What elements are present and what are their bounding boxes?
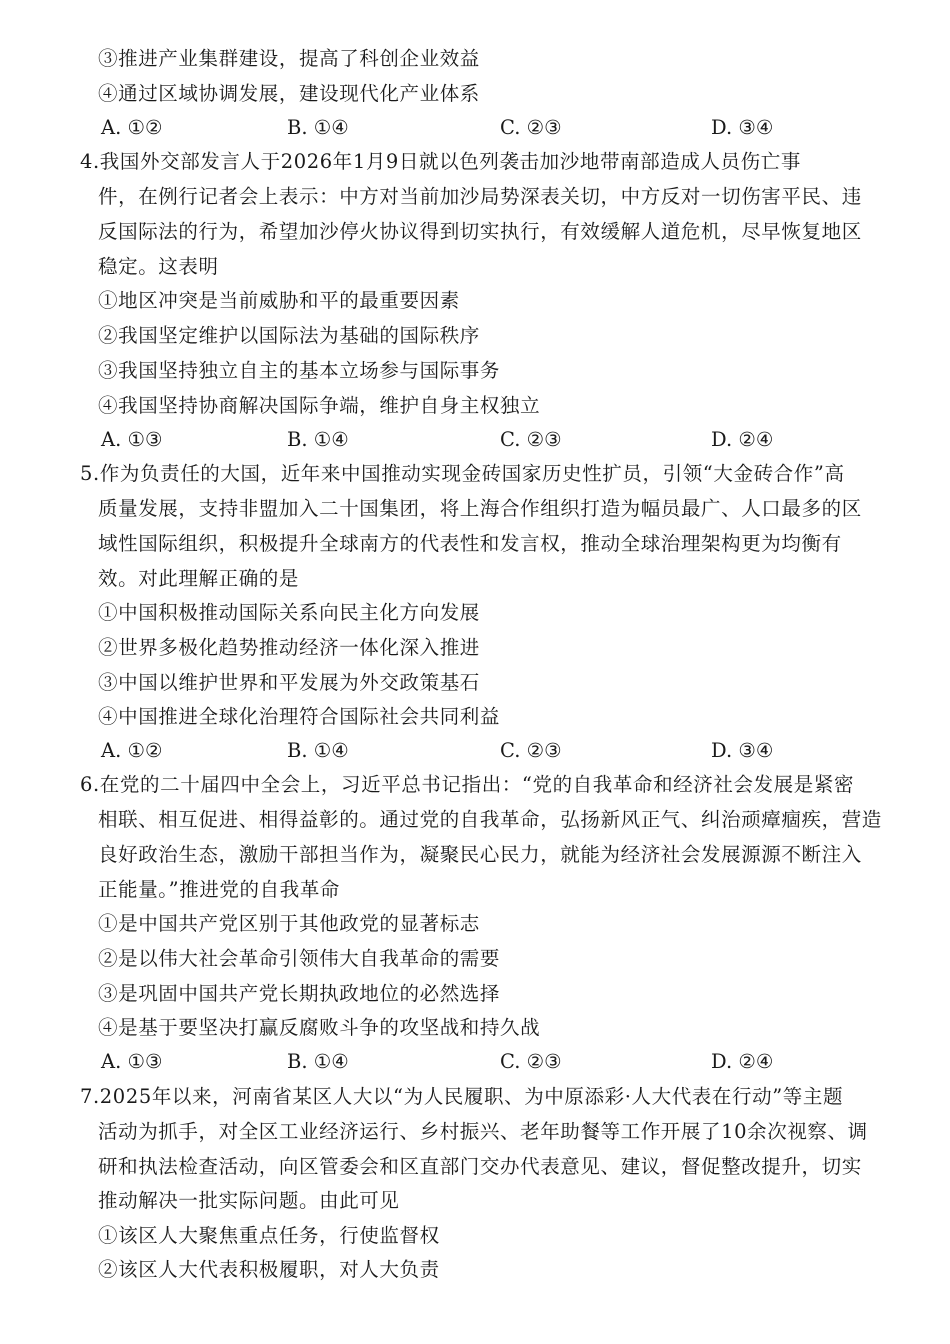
- q7-stem-line-1: 7.2025年以来，河南省某区人大以“为人民履职、为中原添彩·人大代表在行动”等主题: [80, 1085, 844, 1108]
- q7-stem-line-2: 活动为抓手，对全区工业经济运行、乡村振兴、老年助餐等工作开展了10余次视察、调: [98, 1120, 868, 1143]
- q3-choice-b: B. ①④: [287, 116, 349, 139]
- q5-option-3: ③中国以维护世界和平发展为外交政策基石: [98, 671, 480, 694]
- q6-choice-a: A. ①③: [101, 1050, 163, 1073]
- q5-choice-c: C. ②③: [500, 739, 562, 762]
- q5-stem-line-1: 5.作为负责任的大国，近年来中国推动实现金砖国家历史性扩员，引领“大金砖合作”高: [80, 462, 845, 485]
- q7-option-1: ①该区人大聚焦重点任务，行使监督权: [98, 1224, 440, 1247]
- q5-choice-a: A. ①②: [101, 739, 163, 762]
- q6-choice-b: B. ①④: [287, 1050, 349, 1073]
- q3-option-3: ③推进产业集群建设，提高了科创企业效益: [98, 47, 480, 70]
- q4-stem-line-1: 4.我国外交部发言人于2026年1月9日就以色列袭击加沙地带南部造成人员伤亡事: [80, 150, 801, 173]
- q4-choice-b: B. ①④: [287, 428, 349, 451]
- q6-option-4: ④是基于要坚决打赢反腐败斗争的攻坚战和持久战: [98, 1016, 541, 1039]
- q4-stem-line-4: 稳定。这表明: [98, 255, 219, 278]
- q3-choice-a: A. ①②: [101, 116, 163, 139]
- q4-option-2: ②我国坚定维护以国际法为基础的国际秩序: [98, 324, 480, 347]
- q5-option-1: ①中国积极推动国际关系向民主化方向发展: [98, 601, 480, 624]
- q5-option-2: ②世界多极化趋势推动经济一体化深入推进: [98, 636, 480, 659]
- q5-stem-line-4: 效。对此理解正确的是: [98, 567, 300, 590]
- q4-option-4: ④我国坚持协商解决国际争端，维护自身主权独立: [98, 394, 541, 417]
- q7-stem-line-4: 推动解决一批实际问题。由此可见: [98, 1189, 400, 1212]
- q5-stem-line-3: 域性国际组织，积极提升全球南方的代表性和发言权，推动全球治理架构更为均衡有: [98, 532, 842, 555]
- q4-choice-d: D. ②④: [711, 428, 774, 451]
- q3-choice-c: C. ②③: [500, 116, 562, 139]
- q3-choice-d: D. ③④: [711, 116, 774, 139]
- q6-option-2: ②是以伟大社会革命引领伟大自我革命的需要: [98, 947, 501, 970]
- q6-stem-line-2: 相联、相互促进、相得益彰的。通过党的自我革命，弘扬新风正气、纠治顽瘴痼疾，营造: [98, 808, 882, 831]
- q4-option-3: ③我国坚持独立自主的基本立场参与国际事务: [98, 359, 501, 382]
- q5-choice-b: B. ①④: [287, 739, 349, 762]
- q6-stem-line-4: 正能量。”推进党的自我革命: [98, 878, 341, 901]
- q4-stem-line-2: 件，在例行记者会上表示：中方对当前加沙局势深表关切，中方反对一切伤害平民、违: [98, 185, 862, 208]
- q6-option-1: ①是中国共产党区别于其他政党的显著标志: [98, 912, 480, 935]
- q7-stem-line-3: 研和执法检查活动，向区管委会和区直部门交办代表意见、建议，督促整改提升，切实: [98, 1155, 862, 1178]
- q6-option-3: ③是巩固中国共产党长期执政地位的必然选择: [98, 982, 501, 1005]
- q7-option-2: ②该区人大代表积极履职，对人大负责: [98, 1258, 440, 1281]
- q6-choice-c: C. ②③: [500, 1050, 562, 1073]
- q4-choice-a: A. ①③: [101, 428, 163, 451]
- q6-stem-line-3: 良好政治生态，激励干部担当作为，凝聚民心民力，就能为经济社会发展源源不断注入: [98, 843, 862, 866]
- q5-stem-line-2: 质量发展，支持非盟加入二十国集团，将上海合作组织打造为幅员最广、人口最多的区: [98, 497, 862, 520]
- q4-stem-line-3: 反国际法的行为，希望加沙停火协议得到切实执行，有效缓解人道危机，尽早恢复地区: [98, 220, 862, 243]
- q4-option-1: ①地区冲突是当前威胁和平的最重要因素: [98, 289, 460, 312]
- q6-stem-line-1: 6.在党的二十届四中全会上，习近平总书记指出：“党的自我革命和经济社会发展是紧密: [80, 773, 855, 796]
- q4-choice-c: C. ②③: [500, 428, 562, 451]
- q5-option-4: ④中国推进全球化治理符合国际社会共同利益: [98, 705, 501, 728]
- q6-choice-d: D. ②④: [711, 1050, 774, 1073]
- q3-option-4: ④通过区域协调发展，建设现代化产业体系: [98, 82, 480, 105]
- q5-choice-d: D. ③④: [711, 739, 774, 762]
